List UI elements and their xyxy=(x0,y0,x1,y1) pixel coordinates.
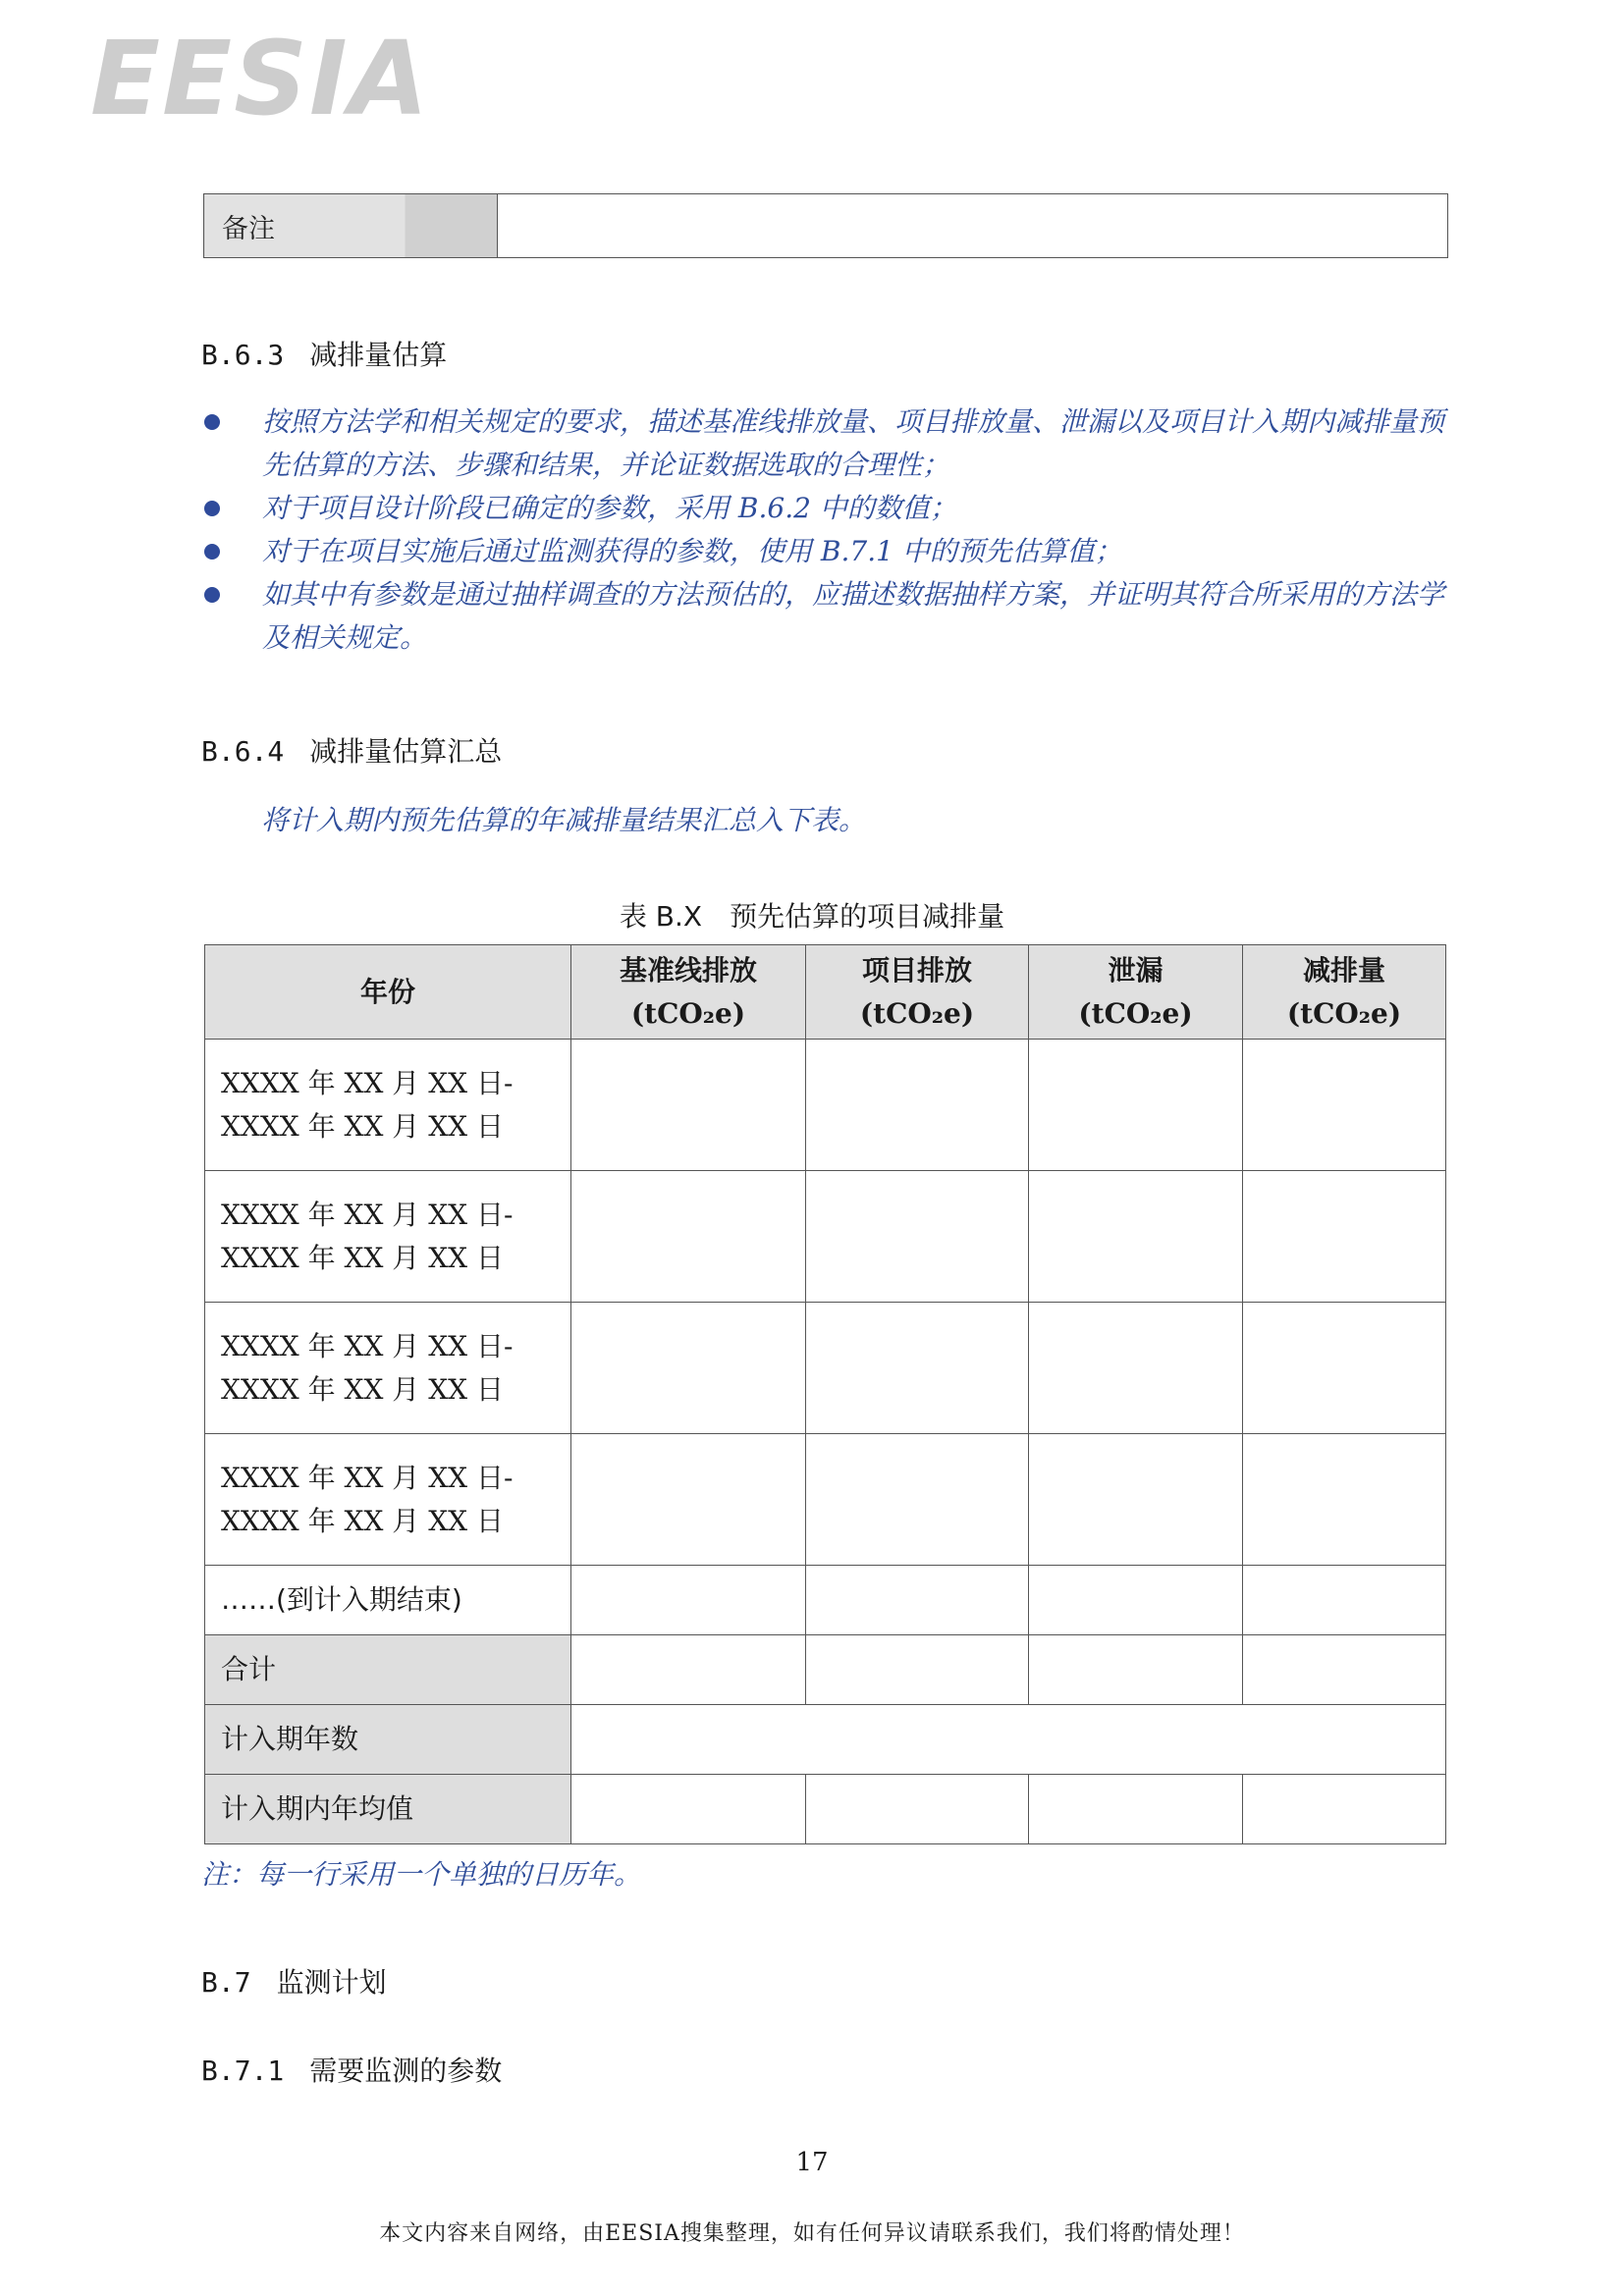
heading-title: 减排量估算 xyxy=(309,339,448,371)
table-row xyxy=(205,1434,1446,1566)
value-cell xyxy=(806,1775,1029,1844)
bullet-item: 对于在项目实施后通过监测获得的参数，使用 B.7.1 中的预先估算值； xyxy=(201,530,1463,573)
average-label: 计入期内年均值 xyxy=(205,1775,571,1844)
table-row-total xyxy=(205,1635,1446,1705)
heading-number: B.7.1 xyxy=(201,2055,285,2087)
total-label: 合计 xyxy=(205,1635,571,1705)
value-cell xyxy=(571,1171,806,1303)
value-cell xyxy=(571,1566,806,1635)
table-caption xyxy=(0,895,1624,934)
table-row-average xyxy=(205,1775,1446,1844)
bullet-item: 对于项目设计阶段已确定的参数，采用 B.6.2 中的数值； xyxy=(201,487,1463,530)
table-row-continuation xyxy=(205,1566,1446,1635)
value-cell xyxy=(1029,1171,1243,1303)
year-cell: XXXX 年 XX 月 XX 日- XXXX 年 XX 月 XX 日 xyxy=(205,1303,571,1434)
remark-value xyxy=(498,194,1448,258)
value-cell xyxy=(806,1566,1029,1635)
bullet-dot-icon xyxy=(204,587,220,603)
table-row xyxy=(205,1040,1446,1171)
heading-number: B.6.4 xyxy=(201,735,285,768)
heading-b64 xyxy=(201,730,502,770)
remark-label: 备注 xyxy=(204,194,498,258)
value-cell xyxy=(1243,1775,1446,1844)
header-leakage: 泄漏 (tCO₂e) xyxy=(1029,945,1243,1040)
footer-disclaimer: 本文内容来自网络，由EESIA搜集整理，如有任何异议请联系我们，我们将酌情处理！ xyxy=(379,2221,1245,2246)
value-cell xyxy=(1243,1434,1446,1566)
value-cell xyxy=(1029,1635,1243,1705)
caption-number: 表 B.X xyxy=(619,900,703,933)
heading-b7 xyxy=(201,1961,387,2001)
emission-reduction-table xyxy=(204,944,1446,1844)
bullet-item: 如其中有参数是通过抽样调查的方法预估的，应描述数据抽样方案，并证明其符合所采用的方法学及相关规定。 xyxy=(201,573,1463,660)
value-cell xyxy=(1029,1040,1243,1171)
years-label: 计入期年数 xyxy=(205,1705,571,1775)
page-number: 17 xyxy=(795,2148,829,2177)
instruction-bullet-list xyxy=(201,400,1463,660)
heading-title: 监测计划 xyxy=(276,1966,387,1999)
header-year: 年份 xyxy=(205,945,571,1040)
value-cell xyxy=(1243,1635,1446,1705)
value-cell xyxy=(1029,1303,1243,1434)
table-row xyxy=(205,1171,1446,1303)
value-cell xyxy=(1029,1566,1243,1635)
heading-title: 需要监测的参数 xyxy=(309,2055,503,2087)
header-baseline: 基准线排放 (tCO₂e) xyxy=(571,945,806,1040)
eesia-logo: EESIA xyxy=(90,19,431,138)
header-project: 项目排放 (tCO₂e) xyxy=(806,945,1029,1040)
table-row xyxy=(205,1303,1446,1434)
caption-title: 预先估算的项目减排量 xyxy=(730,900,1005,933)
table-row-years xyxy=(205,1705,1446,1775)
value-cell xyxy=(571,1775,806,1844)
value-cell xyxy=(806,1040,1029,1171)
year-cell: XXXX 年 XX 月 XX 日- XXXX 年 XX 月 XX 日 xyxy=(205,1040,571,1171)
value-cell xyxy=(1243,1303,1446,1434)
b64-instruction: 将计入期内预先估算的年减排量结果汇总入下表。 xyxy=(261,804,867,836)
value-cell xyxy=(571,1040,806,1171)
year-cell: XXXX 年 XX 月 XX 日- XXXX 年 XX 月 XX 日 xyxy=(205,1434,571,1566)
year-cell: XXXX 年 XX 月 XX 日- XXXX 年 XX 月 XX 日 xyxy=(205,1171,571,1303)
heading-b63 xyxy=(201,334,447,373)
continuation-cell: ……(到计入期结束) xyxy=(205,1566,571,1635)
value-cell xyxy=(806,1434,1029,1566)
value-cell xyxy=(571,1303,806,1434)
value-cell xyxy=(1243,1040,1446,1171)
bullet-dot-icon xyxy=(204,501,220,516)
bullet-dot-icon xyxy=(204,544,220,560)
value-cell xyxy=(571,1635,806,1705)
heading-b71 xyxy=(201,2050,502,2089)
bullet-item: 按照方法学和相关规定的要求，描述基准线排放量、项目排放量、泄漏以及项目计入期内减排量预先估算的方法、步骤和结果，并论证数据选取的合理性； xyxy=(201,400,1463,487)
value-cell xyxy=(1243,1566,1446,1635)
value-cell xyxy=(806,1171,1029,1303)
value-cell xyxy=(806,1635,1029,1705)
header-reduction: 减排量 (tCO₂e) xyxy=(1243,945,1446,1040)
value-cell xyxy=(806,1303,1029,1434)
table-header-row xyxy=(205,945,1446,1040)
heading-number: B.7 xyxy=(201,1966,251,1999)
bullet-dot-icon xyxy=(204,414,220,430)
table-note: 注：每一行采用一个单独的日历年。 xyxy=(201,1858,642,1891)
remark-table xyxy=(203,193,1448,258)
years-value-cell xyxy=(571,1705,1446,1775)
value-cell xyxy=(571,1434,806,1566)
value-cell xyxy=(1243,1171,1446,1303)
value-cell xyxy=(1029,1775,1243,1844)
heading-number: B.6.3 xyxy=(201,339,285,371)
heading-title: 减排量估算汇总 xyxy=(309,735,503,768)
value-cell xyxy=(1029,1434,1243,1566)
